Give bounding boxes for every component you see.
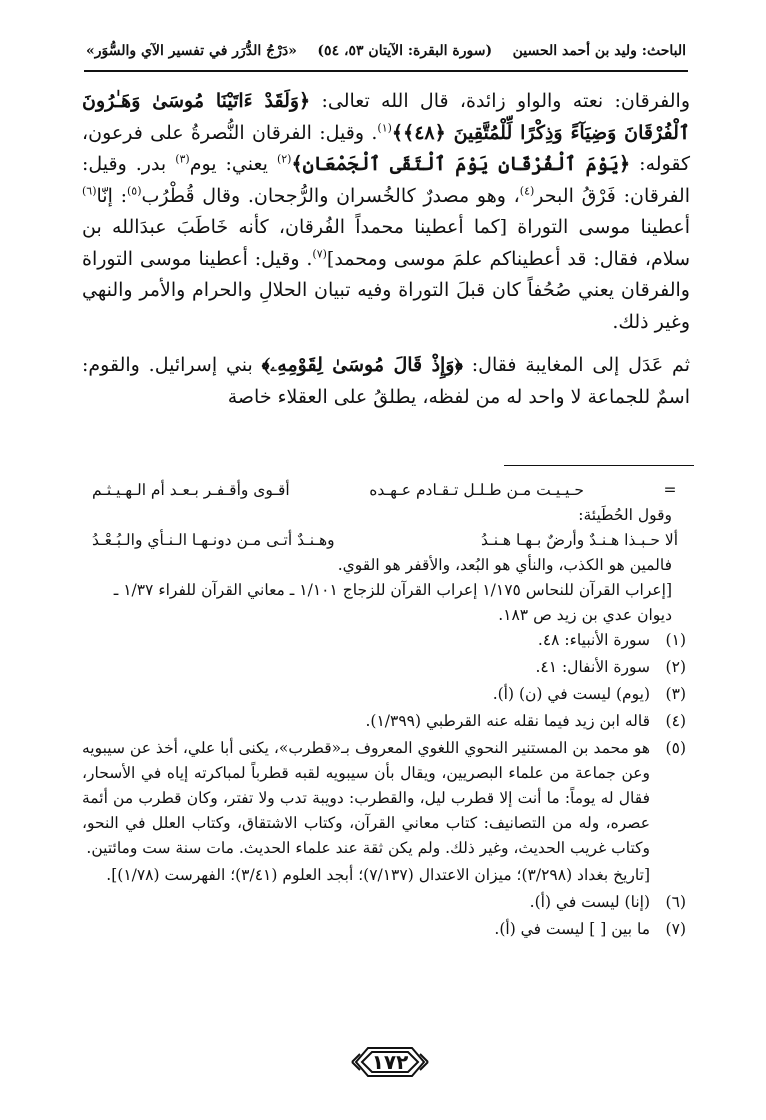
footnote-number: (٤) — [665, 712, 686, 730]
footnote-number: (٧) — [665, 920, 686, 938]
poem-intro: وقول الحُطَيئة: — [578, 506, 672, 524]
footnote-ref: (٧) — [312, 247, 327, 261]
paragraph-qawm: ثم عَدَل إلى المغايبة فقال: ﴿وَإِذْ قَالَ مُوسَىٰ لِقَوْمِهِۦ﴾ بني إسرائيل. والقوم: اسمٌ للجماعة لا واحد له من لفظه، يطلقُ على العقلاء خاصة — [82, 354, 690, 408]
footnote-item — [82, 917, 692, 942]
paragraph-furqan: والفرقان: نعته والواو زائدة، قال الله تعالى: ﴿وَلَقَدْ ءَاتَيْنَا مُوسَىٰ وَهَـٰرُونَ ٱلْفُرْقَانَ وَضِيَآءً وَذِكْرًا لِّلْمُتَّقِينَ ﴿٤٨﴾﴾$^{(١)}$. وقيل: الفرقان النُّصرةُ على فرعون، كقوله: ﴿يَوْمَ ٱلْفُرْقَانِ يَوْمَ ٱلْتَقَى ٱلْجَمْعَانِ﴾$^{(٢)}$ يعني: يوم$^{(٣)}$ بدر. وقيل: الفرقان: فَرْقُ البحر$^{(٤)}$، وهو مصدرٌ كالخُسران والرُّجحان. وقال قُطْرُب$^{(٥)}$: إنّا$^{(٦)}$ أعطينا موسى التوراة [كما أعطينا محمداً الفُرقان، كأنه خَاطَبَ عبدَالله بن سلام، فقال: قد أعطيناكم علمَ موسى ومحمد]$^{(٧)}$. وقيل: أعطينا موسى التوراة والفرقان يعني صُحُفاً كان قبلَ التوراة وفيه تبيان الحلالِ والحرام والأمر والنهي وغير ذلك. — [82, 90, 691, 333]
footnote-item — [82, 736, 692, 861]
verse-first-half: حـيـيـت مـن طـلـل تـقـادم عـهـده — [369, 481, 584, 499]
footnote-text: (إنا) ليست في (أ). — [529, 893, 650, 911]
footnote-divider — [504, 465, 694, 466]
verse-second-half: أقـوى وأقـفـر بـعـد أم الـهـيـثـم — [92, 481, 290, 499]
footnote-item — [82, 863, 692, 888]
footnote-item — [82, 682, 692, 707]
quran-verse: ﴿وَلَقَدْ ءَاتَيْنَا مُوسَىٰ وَهَـٰرُونَ ٱلْفُرْقَانَ وَضِيَآءً وَذِكْرًا لِّلْمُتَّقِينَ ﴿٤٨﴾﴾ — [82, 90, 690, 144]
page-number: ١٧٢ — [371, 1050, 409, 1074]
footnote-number — [650, 863, 692, 888]
footnote-ref: (٦) — [82, 184, 97, 198]
footnote-text: سورة الأنبياء: ٤٨. — [537, 631, 650, 649]
quran-verse: ﴿وَإِذْ قَالَ مُوسَىٰ لِقَوْمِهِۦ﴾ — [261, 354, 463, 376]
footnote-item — [82, 709, 692, 734]
footnote-ref: (٥) — [127, 184, 142, 198]
footnote-item — [82, 655, 692, 680]
header-book-title: «دَرْجُ الدُّرَر في تفسير الآي والسُّوَر» — [86, 43, 297, 59]
header-divider — [84, 70, 688, 72]
footnote-text: سورة الأنفال: ٤١. — [535, 658, 650, 676]
footnote-text: ما بين [ ] ليست في (أ). — [494, 920, 650, 938]
footnote-references: [إعراب القرآن للنحاس ١/١٧٥ إعراب القرآن للزجاج ١/١٠١ ـ معاني القرآن للفراء ١/٣٧ ـ ديوان عدي بن زيد ص ١٨٣. — [113, 581, 672, 624]
verse-first-half: ألا حـبـذا هـنـدٌ وأرضٌ بـهـا هـنـدُ — [481, 531, 678, 549]
footnote-ref: (٣) — [175, 152, 190, 166]
footnote-ref: (١) — [377, 121, 392, 135]
footnote-number: (٥) — [665, 739, 686, 757]
footnote-references: [تاريخ بغداد (٣/٢٩٨)؛ ميزان الاعتدال (٧/١٣٧)؛ أبجد العلوم (٣/٤١)؛ الفهرست (١/٧٨)]. — [106, 866, 650, 884]
poem-verse — [82, 478, 692, 503]
footnote-text: هو محمد بن المستنير النحوي اللغوي المعروف بـ«قطرب»، يكنى أبا علي، أخذ عن سيبويه وعن جماعة من علماء البصريين، ويقال بأن سيبويه لقبه قطرباً لمباكرته إياه في الأسحار، فقال له يوماً: ما أنت إلا قطرب ليل، والقطرب: دويبة تدب ولا تفتر، وكان قطرب من أئمة عصره، وله من التصانيف: كتاب معاني القرآن، وكتاب الاشتقاق، وكتاب العلل في النحو، وكتاب غريب الحديث، وغير ذلك. ولم يكن ثقة عند علماء الحديث. مات سنة ست ومائتين. — [82, 739, 650, 857]
footnote-ref: (٤) — [519, 184, 535, 198]
header-surah: (سورة البقرة: الآيتان ٥٣، ٥٤) — [317, 43, 493, 59]
continuation-marker: = — [663, 481, 678, 499]
verse-second-half: وهـنـدٌ أتـى مـن دونـهـا الـنـأي والـبُـعْـدُ — [92, 531, 335, 549]
footnote-number: (١) — [665, 631, 686, 649]
poem-verse — [82, 528, 692, 553]
footnote-number: (٢) — [665, 658, 686, 676]
footnote-item — [82, 890, 692, 915]
quran-verse: ﴿يَوْمَ ٱلْفُرْقَانِ يَوْمَ ٱلْتَقَى ٱلْجَمْعَانِ﴾ — [291, 153, 631, 175]
footnote-number: (٣) — [665, 685, 686, 703]
footnote-number: (٦) — [665, 893, 686, 911]
main-text — [82, 86, 690, 425]
footnote-text: فالمين هو الكذب، والنأي هو البُعد، والأقفر هو القوي. — [337, 556, 672, 574]
footnote-text: قاله ابن زيد فيما نقله عنه القرطبي (١/٣٩٩). — [365, 712, 650, 730]
footnote-item — [82, 628, 692, 653]
footnote-text: (يوم) ليست في (ن) (أ). — [492, 685, 650, 703]
running-header — [86, 38, 686, 64]
footnote-ref: (٢) — [276, 152, 292, 166]
header-author: الباحث: وليد بن أحمد الحسين — [512, 43, 686, 59]
footnotes — [82, 478, 692, 944]
